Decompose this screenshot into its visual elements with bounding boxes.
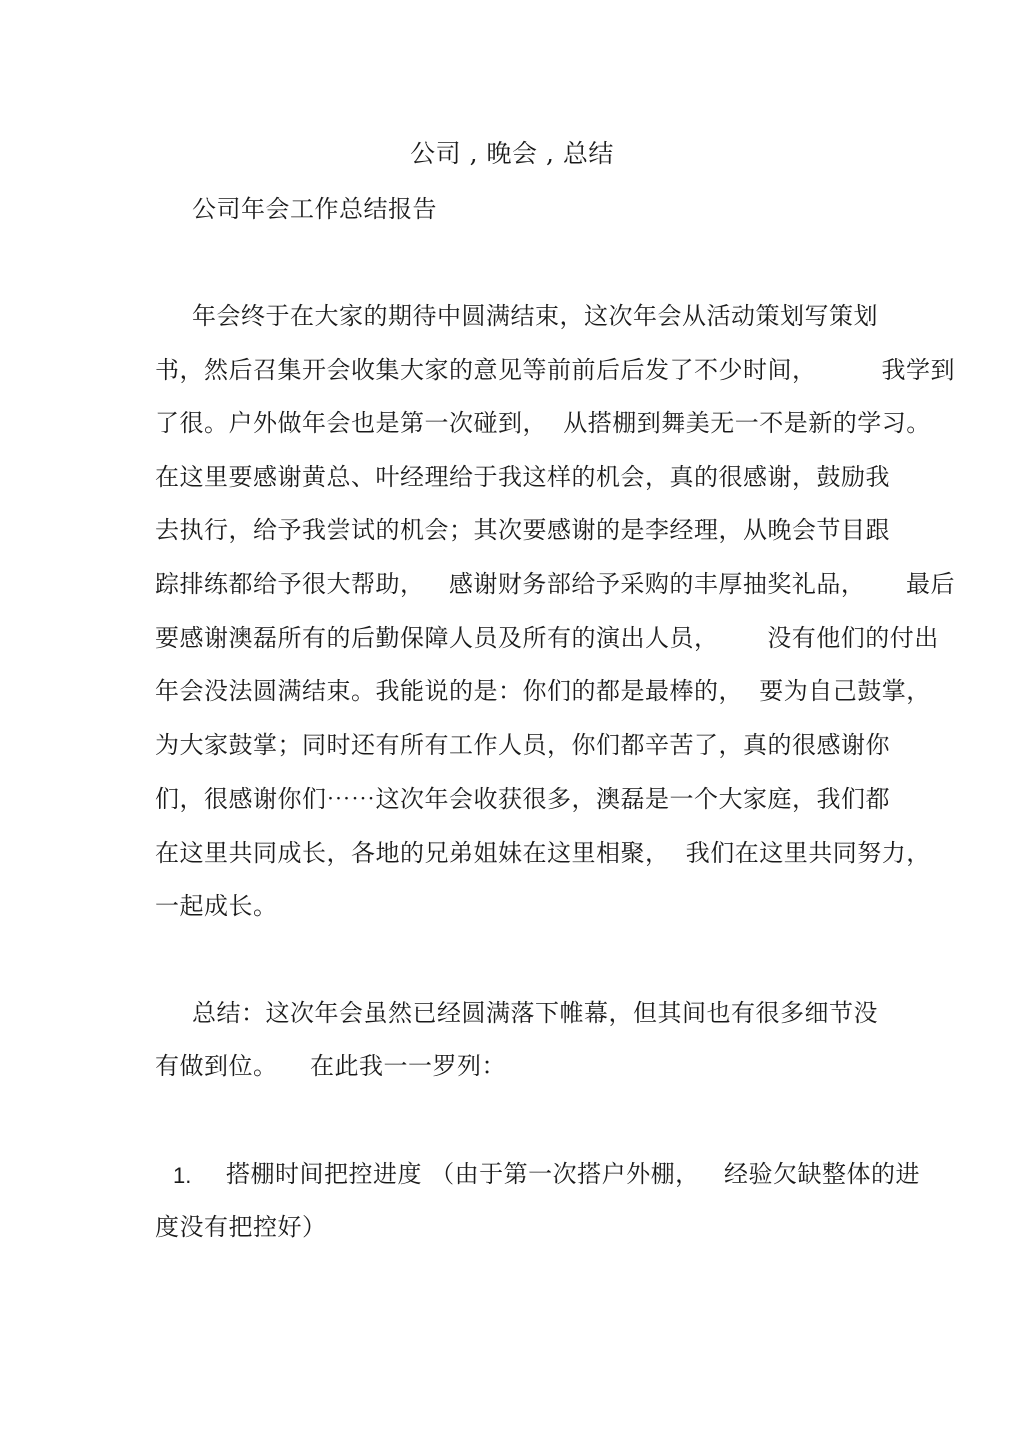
paragraph-line: 为大家鼓掌；同时还有所有工作人员，你们都辛苦了，真的很感谢你 (155, 731, 890, 759)
paragraph-line: 一起成长。 (155, 892, 278, 920)
list-item-line: 度没有把控好） (155, 1213, 327, 1241)
document-title: 公司 , 晚会 , 总结 (410, 139, 614, 168)
paragraph-line: 踪排练都给予很大帮助， 感谢财务部给予采购的丰厚抽奖礼品， 最后 (155, 570, 956, 598)
paragraph-line: 年会没法圆满结束。我能说的是：你们的都是最棒的， 要为自己鼓掌， (155, 677, 931, 705)
list-item-line: 搭棚时间把控进度 （由于第一次搭户外棚， 经验欠缺整体的进 (226, 1160, 921, 1188)
paragraph-line: 在这里要感谢黄总、叶经理给于我这样的机会，真的很感谢，鼓励我 (155, 463, 890, 491)
document-subtitle: 公司年会工作总结报告 (192, 195, 437, 223)
paragraph-line: 在这里共同成长，各地的兄弟姐妹在这里相聚， 我们在这里共同努力， (155, 839, 931, 867)
paragraph-line: 们，很感谢你们⋯⋯这次年会收获很多，澳磊是一个大家庭，我们都 (155, 785, 890, 813)
paragraph-line: 了很。户外做年会也是第一次碰到， 从搭棚到舞美无一不是新的学习。 (155, 409, 931, 437)
paragraph-line: 年会终于在大家的期待中圆满结束，这次年会从活动策划写策划 (192, 302, 878, 330)
paragraph-line: 有做到位。 在此我一一罗列： (155, 1052, 507, 1080)
paragraph-line: 要感谢澳磊所有的后勤保障人员及所有的演出人员， 没有他们的付出 (155, 624, 939, 652)
paragraph-line: 书，然后召集开会收集大家的意见等前前后后发了不少时间， 我学到 (155, 356, 956, 384)
paragraph-line: 去执行，给予我尝试的机会；其次要感谢的是李经理，从晚会节目跟 (155, 516, 890, 544)
paragraph-line: 总结：这次年会虽然已经圆满落下帷幕，但其间也有很多细节没 (192, 999, 878, 1027)
list-item-number: 1. (173, 1163, 192, 1188)
